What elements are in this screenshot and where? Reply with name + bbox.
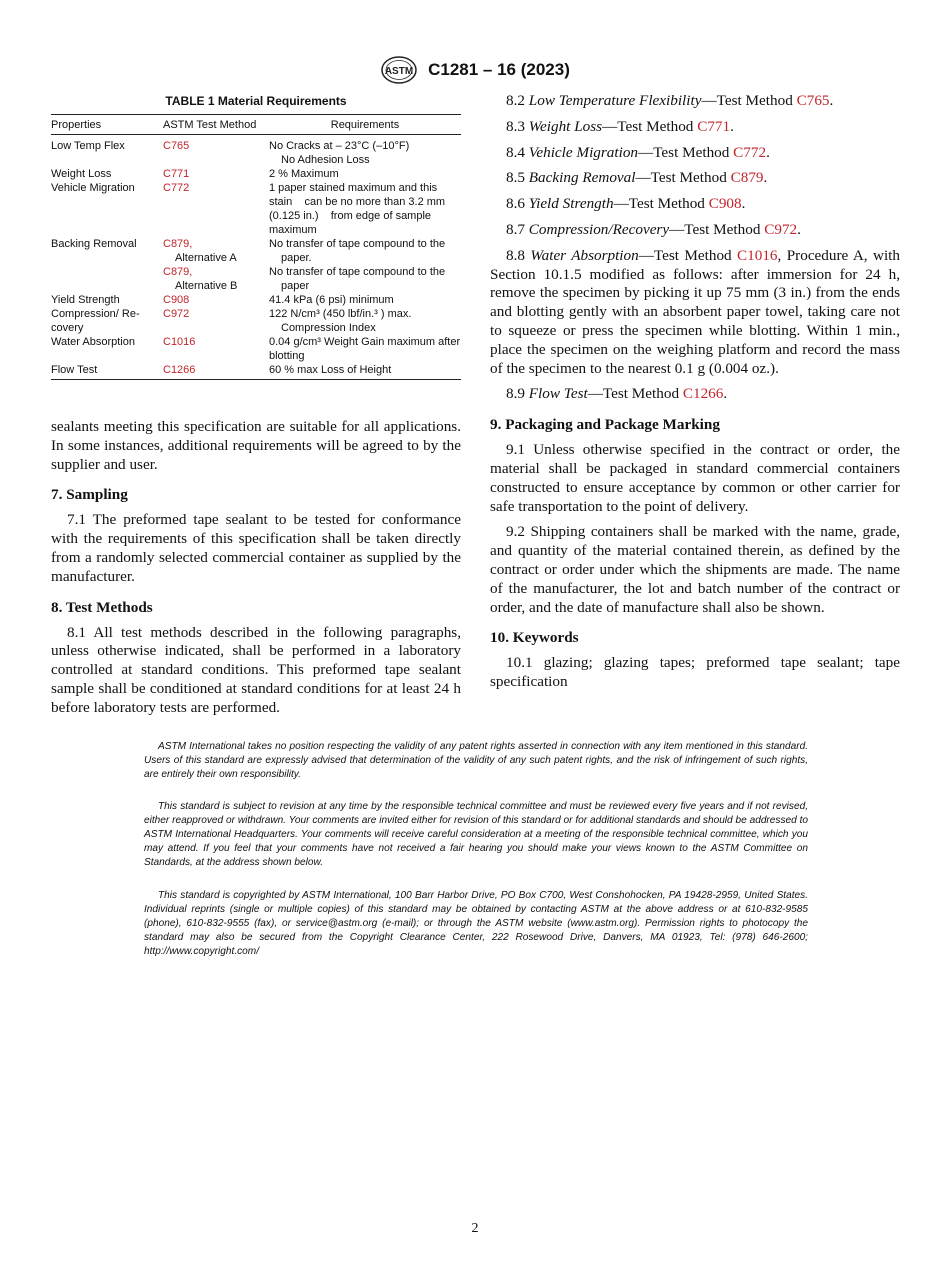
method-link[interactable]: C879, xyxy=(163,266,193,278)
method-link[interactable]: C1266 xyxy=(163,364,196,376)
cell-requirement: 0.04 g/cm³ Weight Gain maximum after blotting xyxy=(269,336,461,362)
cell-requirement-cont: paper xyxy=(281,280,310,292)
cell-requirement: No transfer of tape compound to the xyxy=(269,266,446,278)
method-link[interactable]: C908 xyxy=(163,294,190,306)
copyright-notice: This standard is copyrighted by ASTM International, 100 Barr Harbor Drive, PO Box C700, West Conshohocken, PA 19428-2959, United States. Individual reprints (single or multiple copies) of this standard may be obtained by contacting ASTM at the above address or at 610-832-9585 (phone), 610-832-9555 (fax), or service@astm.org (e-mail); or through the ASTM website (www.astm.org). Permission rights to photocopy the standard may also be secured from the Copyright Clearance Center, 222 Rosewood Drive, Danvers, MA 01923, Tel: (978) 646-2600; http://www.copyright.com/ xyxy=(144,890,808,957)
paragraph-7-1: 7.1 The preformed tape sealant to be tested for conformance with the requirements of this specification shall be taken directly from a randomly selected commercial container as supplied by the manufacturer. xyxy=(51,511,461,585)
cell-requirement: 122 N/cm³ (450 lbf/in.³ ) max. xyxy=(269,308,412,320)
column-header: ASTM Test Method xyxy=(163,115,269,135)
cell-requirement: No Cracks at – 23°C (–10°F) xyxy=(269,140,410,152)
cell-requirement: 41.4 kPa (6 psi) minimum xyxy=(269,294,394,306)
section-heading-test-methods: 8. Test Methods xyxy=(51,598,153,616)
cell-property: Backing Removal xyxy=(51,238,137,250)
section-heading-sampling: 7. Sampling xyxy=(51,486,128,504)
cell-requirement-cont: No Adhesion Loss xyxy=(281,154,370,166)
table-header-row xyxy=(51,115,461,135)
cell-property: Compression/ Re-covery xyxy=(51,308,140,334)
table-row xyxy=(51,307,461,335)
method-link[interactable]: C771 xyxy=(697,117,731,135)
paragraph-8-5: 8.5 Backing Removal—Test Method C879. xyxy=(506,169,768,187)
table-row xyxy=(51,335,461,363)
cell-requirement: 60 % max Loss of Height xyxy=(269,363,461,380)
document-header xyxy=(0,55,950,85)
table-row xyxy=(51,265,461,293)
cell-requirement: 1 paper stained maximum and this stain can be no more than 3.2 mm (0.125 in.) from edge of sample maximum xyxy=(269,182,449,236)
method-link[interactable]: C772 xyxy=(733,143,767,161)
cell-property: Flow Test xyxy=(51,363,163,380)
paragraph-10-1: 10.1 glazing; glazing tapes; preformed tape sealant; tape specification xyxy=(490,654,900,691)
cell-requirement: 2 % Maximum xyxy=(269,168,339,180)
method-link[interactable]: C1016 xyxy=(163,336,196,348)
paragraph-8-2: 8.2 Low Temperature Flexibility—Test Method C765. xyxy=(506,92,834,109)
method-link[interactable]: C1266 xyxy=(682,385,724,403)
section-heading-packaging: 9. Packaging and Package Marking xyxy=(490,416,720,434)
method-link[interactable]: C908 xyxy=(708,195,742,213)
patent-notice: ASTM International takes no position respecting the validity of any patent rights asserted in connection with any item mentioned in this standard. Users of this standard are expressly advised that determination of the validity of any such patent rights, and the risk of infringement of such rights, are entirely their own responsibility. xyxy=(144,741,808,780)
right-column xyxy=(490,92,900,699)
cell-property xyxy=(51,265,163,293)
method-link[interactable]: C879, xyxy=(163,238,193,250)
method-link[interactable]: C772 xyxy=(163,182,190,194)
section-heading-keywords: 10. Keywords xyxy=(490,629,579,647)
continued-paragraph: sealants meeting this specification are suitable for all applications. In some instances, additional requirements will be agreed to by the supplier and user. xyxy=(51,418,461,473)
method-link[interactable]: C972 xyxy=(163,308,190,320)
cell-property: Vehicle Migration xyxy=(51,182,135,194)
paragraph-8-1: 8.1 All test methods described in the following paragraphs, unless otherwise indicated, shall be performed in a laboratory controlled at standard conditions. This preformed tape sealant sample shall be conditioned at standard conditions for at least 24 h before laboratory tests are performed. xyxy=(51,623,461,716)
cell-property: Low Temp Flex xyxy=(51,140,125,152)
cell-property: Weight Loss xyxy=(51,168,112,180)
table-row xyxy=(51,167,461,181)
method-link[interactable]: C1016 xyxy=(737,246,778,264)
paragraph-9-2: 9.2 Shipping containers shall be marked with the name, grade, and quantity of the material contained therein, as defined by the contract or order under which the shipments are made. The name of the manufacturer, the lot and batch number of the contract or order, and the date of manufacture shall also be shown. xyxy=(490,523,900,616)
method-link[interactable]: C972 xyxy=(764,220,798,238)
left-column xyxy=(51,92,461,725)
paragraph-8-3: 8.3 Weight Loss—Test Method C771. xyxy=(506,117,734,135)
method-link[interactable]: C765 xyxy=(796,92,830,109)
paragraph-8-8: 8.8 Water Absorption—Test Method C1016, Procedure A, with Section 10.1.5 modified as follows: after immersion for 24 h, remove the specimen by picking it up 75 mm (3 in.) from the ends and blotting gently with an absorbent paper towel, taking care not to squeeze or press the specimen while blotting. Within 1 min., place the specimen on the weighing platform and record the mass of the specimen to the nearest 0.1 g (0.004 oz.). xyxy=(490,246,900,377)
table-row xyxy=(51,135,461,168)
paragraph-8-4: 8.4 Vehicle Migration—Test Method C772. xyxy=(506,143,770,161)
table-row xyxy=(51,293,461,307)
paragraph-8-9: 8.9 Flow Test—Test Method C1266. xyxy=(506,385,728,403)
astm-logo-icon xyxy=(380,55,418,85)
cell-requirement-cont: Compression Index xyxy=(281,322,376,334)
cell-requirement: No transfer of tape compound to the xyxy=(269,238,446,250)
cell-property: Yield Strength xyxy=(51,294,120,306)
cell-property: Water Absorption xyxy=(51,336,135,348)
method-alternative: Alternative A xyxy=(175,252,237,264)
page-number: 2 xyxy=(471,1221,479,1236)
requirements-table xyxy=(51,114,461,380)
paragraph-8-7: 8.7 Compression/Recovery—Test Method C972. xyxy=(506,220,801,238)
table-title: TABLE 1 Material Requirements xyxy=(165,94,347,108)
column-header: Properties xyxy=(51,115,163,135)
column-header: Requirements xyxy=(269,115,461,135)
paragraph-8-6: 8.6 Yield Strength—Test Method C908. xyxy=(506,195,746,213)
table-row xyxy=(51,363,461,380)
table-row xyxy=(51,237,461,265)
method-link[interactable]: C765 xyxy=(163,140,190,152)
table-row xyxy=(51,181,461,237)
revision-notice: This standard is subject to revision at any time by the responsible technical committee and must be reviewed every five years and if not revised, either reapproved or withdrawn. Your comments are invited either for revision of this standard or for additional standards and should be addressed to ASTM International Headquarters. Your comments will receive careful consideration at a meeting of the responsible technical committee, which you may attend. If you feel that your comments have not received a fair hearing you should make your views known to the ASTM Committee on Standards, at the address shown below. xyxy=(144,801,808,868)
paragraph-9-1: 9.1 Unless otherwise specified in the contract or order, the material shall be packaged in standard commercial containers constructed to ensure acceptance by common or other carrier for safe transportation to the point of delivery. xyxy=(490,441,900,515)
astm-logo-text: ASTM xyxy=(384,66,414,77)
method-link[interactable]: C771 xyxy=(163,168,190,180)
method-alternative: Alternative B xyxy=(175,280,238,292)
cell-requirement-cont: paper. xyxy=(281,252,312,264)
standard-designation: C1281 – 16 (2023) xyxy=(428,60,570,79)
method-link[interactable]: C879 xyxy=(730,169,764,187)
